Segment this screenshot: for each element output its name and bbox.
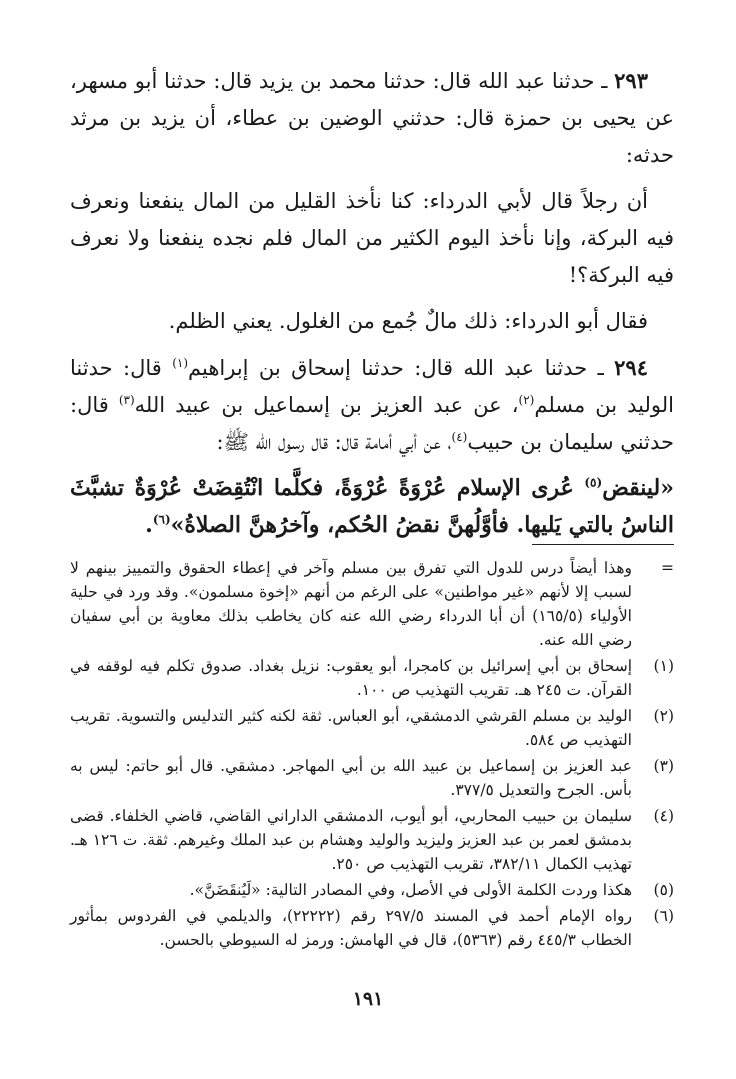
page-number: ١٩١: [352, 988, 384, 1010]
isnad-text: قال: حدثني سليمان بن حبيب: [70, 393, 674, 454]
footnotes: [70, 556, 674, 954]
hadith-number-293: ٢٩٣: [614, 68, 648, 93]
footnote-text: سليمان بن حبيب المحاربي، أبو أيوب، الدمشقي الداراني القاضي، قاضي الخلفاء. قضى بدمشق لعمر بن عبد العزيز وليزيد والوليد وهشام بن عبد الملك وغيرهم. ثقة. ت ١٢٦ هـ. تهذيب الكمال ٣٨٢/١١، تقريب التهذيب ص ٢٥٠.: [70, 807, 632, 873]
isnad-text: ـ حدثنا عبد الله قال: حدثنا إسحاق بن إبراهيم: [188, 356, 615, 380]
paragraph-answer: فقال أبو الدرداء: ذلك مالٌ جُمع من الغلول. يعني الظلم.: [168, 309, 648, 333]
footnote-text: عبد العزيز بن إسماعيل بن عبيد الله بن أبي المهاجر. دمشقي. قال أبو حاتم: ليس به بأس. الجرح والتعديل ٣٧٧/٥.: [70, 757, 632, 799]
footnote-ref-5[interactable]: (٥): [584, 475, 603, 490]
footnote-5: [70, 878, 674, 902]
footnote-text: وهذا أيضاً درس للدول التي تفرق بين مسلم وآخر في إعطاء الحقوق والتمييز بينهم لا لسبب إلا لأنهم «غير مواطنين» على الرغم من أنهم «إخوة مسلمون». وقد ورد في حلية الأولياء (١٦٥/٥) أن أبا الدرداء رضي الله عنه كان يخاطب بذلك معاوية بن أبي سفيان رضي الله عنه.: [70, 559, 632, 649]
footnote-text: الوليد بن مسلم القرشي الدمشقي، أبو العباس. ثقة لكنه كثير التدليس والتسوية. تقريب التهذيب ص ٥٨٤.: [70, 707, 632, 749]
footnote-text: هكذا وردت الكلمة الأولى في الأصل، وفي المصادر التالية: «لَيُنقَضَنَّ».: [189, 881, 632, 899]
footnote-ref-1[interactable]: (١): [172, 356, 189, 370]
footnote-ref-2[interactable]: (٢): [518, 393, 535, 407]
footnote-continued: [70, 556, 674, 652]
footnote-ref-4[interactable]: (٤): [451, 430, 468, 444]
hadith-293: [70, 62, 674, 174]
isnad-text: ، عن عبد العزيز بن إسماعيل بن عبيد الله: [134, 393, 519, 417]
footnote-mark: (١): [653, 657, 674, 675]
isnad-text: ، عن أبي أمامة قال: قال رسول الله ﷺ:: [216, 430, 452, 454]
hadith-matn: [70, 470, 674, 544]
footnote-mark: (٤): [653, 807, 674, 825]
footnote-text: إسحاق بن أبي إسرائيل بن كامجرا، أبو يعقوب: نزيل بغداد. صدوق تكلم فيه لوقفه في القرآن. ت ٢٤٥ هـ. تقريب التهذيب ص ١٠٠.: [70, 657, 632, 699]
hadith-number-294: ٢٩٤: [614, 355, 648, 380]
paragraph-question: أن رجلاً قال لأبي الدرداء: كنا نأخذ القليل من المال ينفعنا ونعرف فيه البركة، وإنا نأخذ اليوم الكثير من المال فلم نجده ينفعنا ولا نعرف فيه البركة؟!: [70, 189, 674, 287]
footnote-3: [70, 754, 674, 802]
isnad-text: قال: حدثنا الوليد بن مسلم: [70, 356, 675, 417]
footnote-mark: (٦): [653, 907, 674, 925]
hadith-293-text: ـ حدثنا عبد الله قال: حدثنا محمد بن يزيد قال: حدثنا أبو مسهر، عن يحيى بن حمزة قال: حدثني الوضين بن عطاء، أن يزيد بن مرثد حدثه:: [70, 69, 674, 167]
footnote-4: [70, 804, 674, 876]
footnote-separator: [532, 544, 674, 545]
footnote-mark: (٢): [653, 707, 674, 725]
footnote-1: [70, 654, 674, 702]
hadith-294: [70, 349, 674, 461]
footnote-ref-3[interactable]: (٣): [118, 393, 135, 407]
matn-text: «لينقض: [602, 475, 674, 501]
footnote-mark: (٣): [653, 757, 674, 775]
main-text: [70, 62, 674, 553]
footnote-text: رواه الإمام أحمد في المسند ٢٩٧/٥ رقم (٢٢٢٢٢)، والديلمي في الفردوس بمأثور الخطاب ٤٤٥/٣ رقم (٥٣٦٣)، قال في الهامش: ورمز له السيوطي بالحسن.: [70, 907, 632, 949]
footnote-mark: (٥): [653, 881, 674, 899]
footnote-6: [70, 904, 674, 952]
footnote-mark: =: [661, 559, 674, 577]
matn-text: عُرى الإسلام عُرْوَةً عُرْوَةً، فكلَّما انْتُقِضَتْ عُرْوَةٌ تشبَّثَ الناسُ بالتي يَليها. فأوَّلُهنَّ نقضُ الحُكم، وآخرُهنَّ الصلاةُ»: [70, 475, 674, 538]
matn-end: .: [145, 512, 153, 538]
footnote-ref-6[interactable]: (٦): [152, 512, 171, 527]
footnote-2: [70, 704, 674, 752]
